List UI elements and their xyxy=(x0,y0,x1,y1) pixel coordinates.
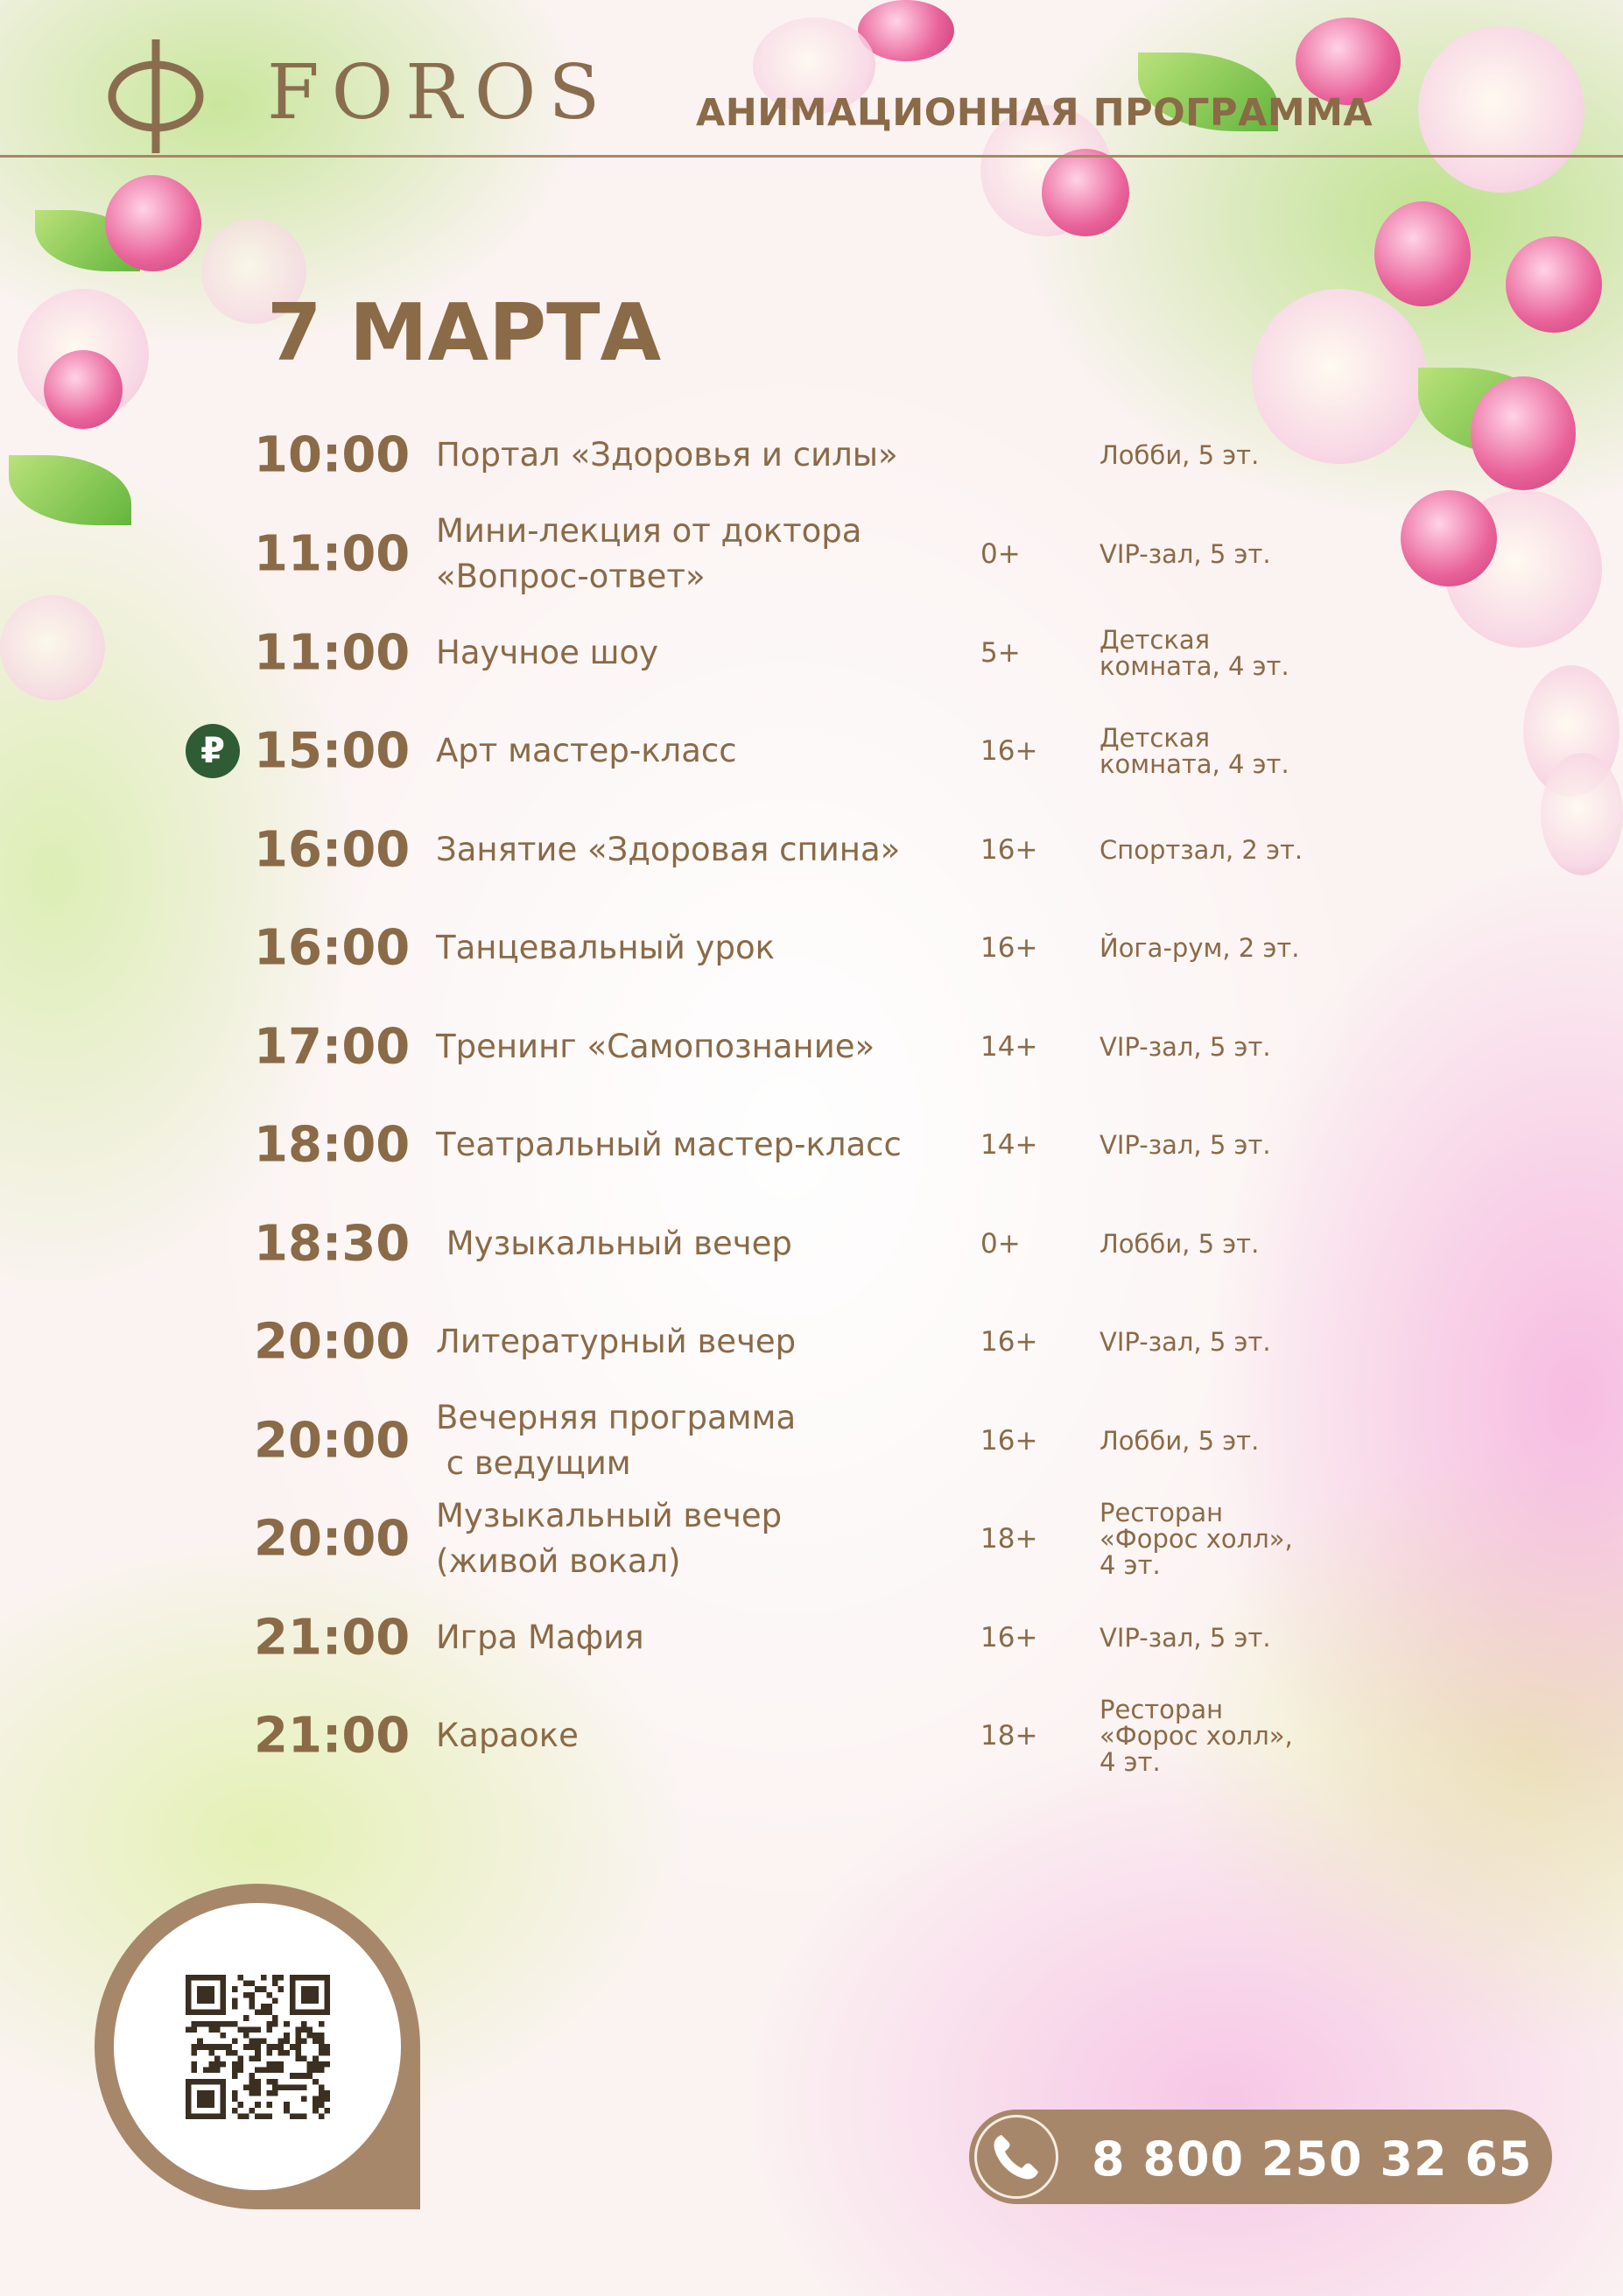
event-title-line: Мини-лекция от доктора xyxy=(436,512,862,550)
event-time: 15:00 xyxy=(254,722,411,780)
event-age-rating: 0+ xyxy=(980,1228,1021,1260)
event-location xyxy=(1100,1132,1388,1158)
event-location-line: Лобби, 5 эт. xyxy=(1100,440,1260,470)
schedule-row xyxy=(0,707,1623,795)
event-title-line: Литературный вечер xyxy=(436,1323,797,1360)
event-location-line: Ресторан xyxy=(1100,1498,1224,1527)
event-title xyxy=(436,630,944,676)
event-time: 20:00 xyxy=(254,1412,411,1470)
event-location-line: Йога-рум, 2 эт. xyxy=(1100,933,1300,963)
event-location-line: VIP-зал, 5 эт. xyxy=(1100,1623,1271,1653)
event-time: 18:00 xyxy=(254,1116,411,1174)
event-title xyxy=(436,1395,944,1486)
event-age-rating: 14+ xyxy=(980,1031,1038,1063)
event-title-line: Вечерняя программа xyxy=(436,1399,797,1436)
event-location xyxy=(1100,1428,1388,1454)
event-age-rating: 16+ xyxy=(980,1326,1038,1358)
event-title xyxy=(436,1319,944,1365)
event-title xyxy=(436,1615,944,1661)
event-location xyxy=(1100,1231,1388,1257)
event-location-line: Лобби, 5 эт. xyxy=(1100,1229,1260,1259)
header-divider xyxy=(0,155,1623,158)
qr-badge xyxy=(95,1884,420,2209)
qr-code-icon[interactable] xyxy=(186,1975,330,2119)
event-time: 16:00 xyxy=(254,821,411,879)
event-age-rating: 18+ xyxy=(980,1720,1038,1752)
event-age-rating: 16+ xyxy=(980,735,1038,767)
event-location-line: VIP-зал, 5 эт. xyxy=(1100,1327,1271,1357)
event-time: 21:00 xyxy=(254,1707,411,1765)
event-title xyxy=(436,509,944,600)
qr-background xyxy=(114,1903,401,2190)
event-location xyxy=(1100,442,1388,468)
schedule-row xyxy=(0,411,1623,499)
phone-number[interactable]: 8 800 250 32 65 xyxy=(1092,2131,1533,2187)
event-age-rating: 16+ xyxy=(980,1622,1038,1654)
schedule-row xyxy=(0,1101,1623,1189)
event-time: 10:00 xyxy=(254,426,411,484)
logo-text: FOROS xyxy=(267,49,613,137)
event-time: 11:00 xyxy=(254,525,411,583)
event-age-rating: 18+ xyxy=(980,1523,1038,1555)
event-title xyxy=(436,1122,944,1168)
schedule-row xyxy=(0,1495,1623,1583)
event-age-rating: 14+ xyxy=(980,1129,1038,1161)
event-title-line: (живой вокал) xyxy=(436,1542,681,1580)
event-time: 20:00 xyxy=(254,1510,411,1568)
event-location-line: 4 эт. xyxy=(1100,1550,1161,1580)
schedule-row xyxy=(0,1200,1623,1288)
event-location-line: комната, 4 эт. xyxy=(1100,651,1289,681)
event-title xyxy=(436,827,944,873)
event-location-line: VIP-зал, 5 эт. xyxy=(1100,539,1271,569)
event-location-line: Ресторан xyxy=(1100,1695,1224,1724)
event-age-rating: 16+ xyxy=(980,834,1038,866)
event-location-line: Детская xyxy=(1100,625,1211,655)
event-age-rating: 0+ xyxy=(980,538,1021,570)
event-time: 17:00 xyxy=(254,1018,411,1076)
event-location-line: Спортзал, 2 эт. xyxy=(1100,835,1303,865)
event-time: 20:00 xyxy=(254,1313,411,1371)
event-location xyxy=(1100,627,1388,679)
event-location xyxy=(1100,541,1388,567)
event-title-line: Арт мастер-класс xyxy=(436,732,737,769)
event-time: 21:00 xyxy=(254,1609,411,1667)
schedule-row xyxy=(0,1692,1623,1780)
phone-badge[interactable] xyxy=(969,2110,1552,2204)
event-location-line: комната, 4 эт. xyxy=(1100,749,1289,779)
event-title-line: Портал «Здоровья и силы» xyxy=(436,436,898,474)
event-title-line: с ведущим xyxy=(436,1444,631,1482)
event-location-line: «Форос холл», xyxy=(1100,1721,1293,1751)
phone-icon xyxy=(977,2117,1056,2196)
event-age-rating: 5+ xyxy=(980,637,1021,669)
event-title-line: Игра Мафия xyxy=(436,1618,644,1656)
foros-logo-icon xyxy=(103,35,208,158)
event-title-line: «Вопрос-ответ» xyxy=(436,558,706,595)
schedule-row xyxy=(0,904,1623,992)
schedule-row xyxy=(0,609,1623,697)
event-age-rating: 16+ xyxy=(980,1425,1038,1457)
event-title xyxy=(436,432,944,478)
schedule-row xyxy=(0,1003,1623,1091)
event-time: 18:30 xyxy=(254,1215,411,1273)
ruble-icon: ₽ xyxy=(186,724,240,778)
event-location xyxy=(1100,837,1388,863)
event-title-line: Театральный мастер-класс xyxy=(436,1126,902,1163)
phone-icon-circle xyxy=(974,2115,1058,2199)
event-location xyxy=(1100,1499,1388,1578)
event-location-line: Лобби, 5 эт. xyxy=(1100,1426,1260,1456)
event-title xyxy=(436,1493,944,1584)
date-title: 7 МАРТА xyxy=(267,287,662,379)
event-location-line: «Форос холл», xyxy=(1100,1524,1293,1554)
event-location xyxy=(1100,1625,1388,1651)
event-age-rating: 16+ xyxy=(980,932,1038,964)
event-title-line: Музыкальный вечер xyxy=(436,1225,792,1262)
event-title-line: Караоке xyxy=(436,1717,579,1754)
event-location-line: VIP-зал, 5 эт. xyxy=(1100,1032,1271,1062)
event-location xyxy=(1100,935,1388,961)
event-title xyxy=(436,728,944,774)
event-location-line: 4 эт. xyxy=(1100,1747,1161,1777)
program-title: АНИМАЦИОННАЯ ПРОГРАММА xyxy=(696,91,1374,135)
event-title-line: Научное шоу xyxy=(436,634,658,671)
event-title-line: Музыкальный вечер xyxy=(436,1497,783,1534)
event-title xyxy=(436,1024,944,1070)
schedule-row xyxy=(0,1298,1623,1386)
event-time: 16:00 xyxy=(254,919,411,977)
event-location xyxy=(1100,1329,1388,1355)
event-title xyxy=(436,1713,944,1759)
schedule-row xyxy=(0,510,1623,598)
schedule-row xyxy=(0,1397,1623,1485)
event-location-line: VIP-зал, 5 эт. xyxy=(1100,1130,1271,1160)
event-location xyxy=(1100,1034,1388,1060)
schedule-row xyxy=(0,1594,1623,1682)
event-title-line: Танцевальный урок xyxy=(436,929,775,966)
event-location xyxy=(1100,725,1388,777)
event-location-line: Детская xyxy=(1100,723,1211,753)
event-title xyxy=(436,1221,944,1267)
event-title-line: Тренинг «Самопознание» xyxy=(436,1028,875,1065)
event-time: 11:00 xyxy=(254,624,411,682)
schedule-row xyxy=(0,806,1623,894)
event-title-line: Занятие «Здоровая спина» xyxy=(436,831,901,868)
event-title xyxy=(436,925,944,971)
event-location xyxy=(1100,1696,1388,1775)
